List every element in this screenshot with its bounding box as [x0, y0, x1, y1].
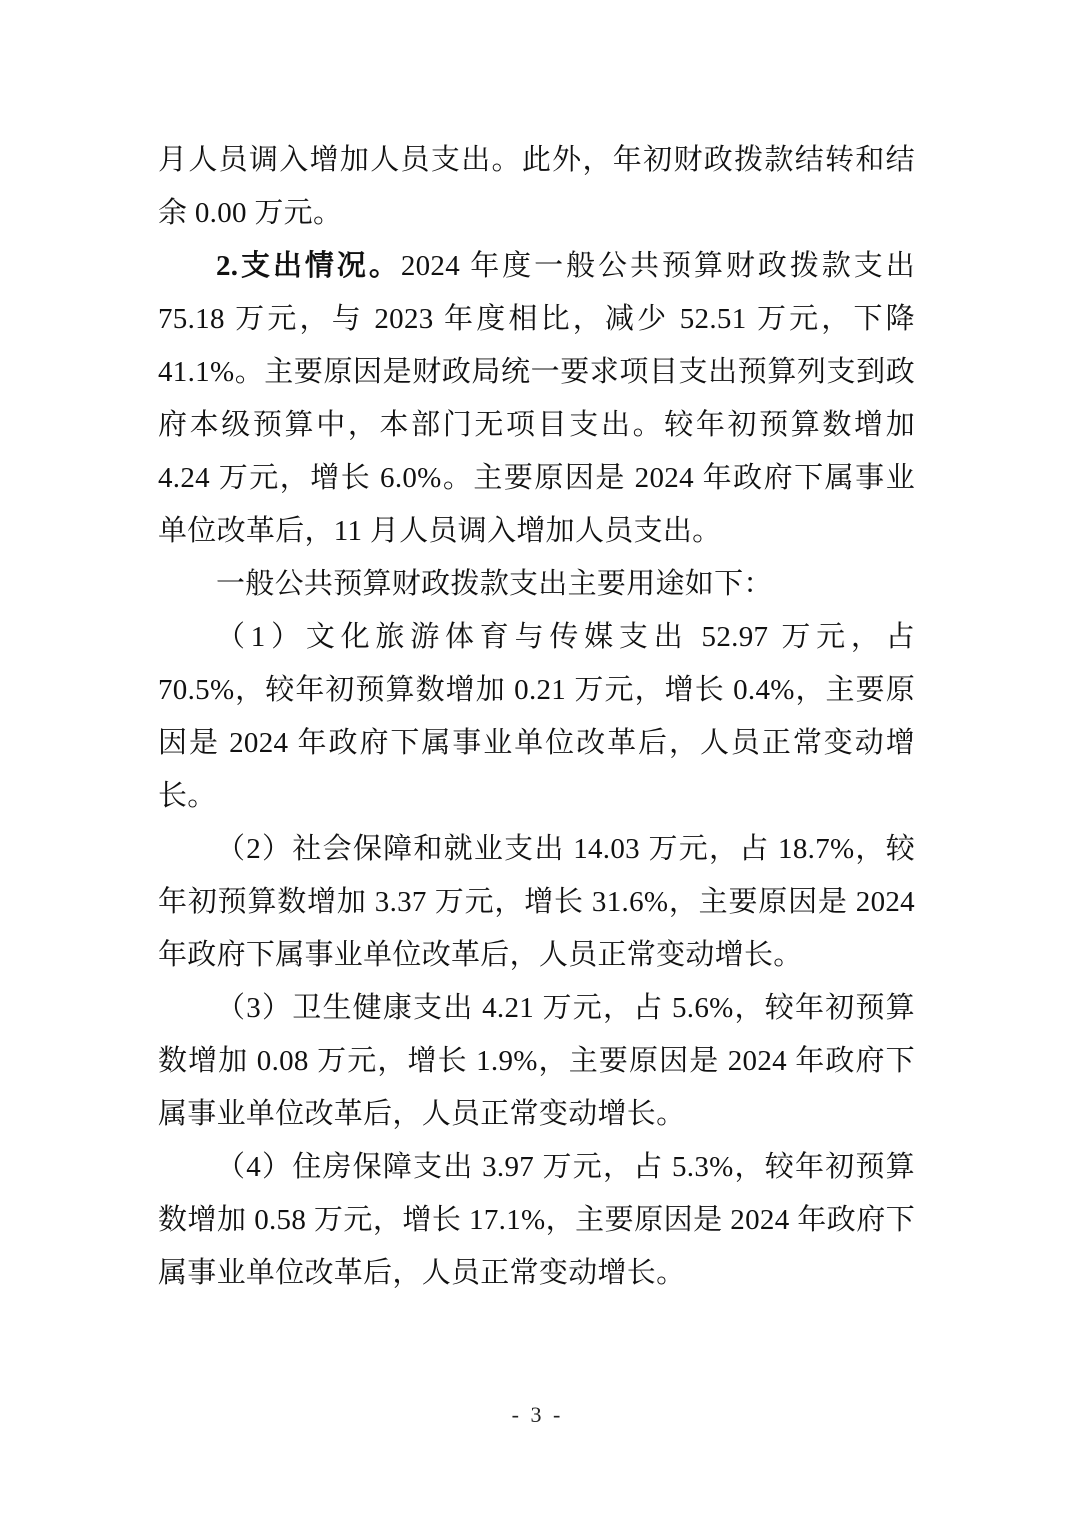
paragraph-text: 2024 年度一般公共预算财政拨款支出 75.18 万元，与 2023 年度相比，减少 52.51 万元，下降 41.1%。主要原因是财政局统一要求项目支出预算列支到政府本级预算中，本部门无项目支出。较年初预算数增加 4.24 万元，增长 6.0%。主要原因是 2024 年政府下属事业单位改革后，11 月人员调入增加人员支出。: [158, 250, 915, 547]
paragraph-item-4-housing: [158, 1141, 915, 1300]
paragraph-expenditure-overview: [158, 240, 915, 558]
paragraph-text: （3）卫生健康支出 4.21 万元，占 5.6%，较年初预算数增加 0.08 万元，增长 1.9%，主要原因是 2024 年政府下属事业单位改革后，人员正常变动增长。: [158, 992, 915, 1130]
page-number: - 3 -: [511, 1402, 564, 1427]
paragraph-bold-heading: 2.支出情况。: [216, 250, 401, 282]
paragraph-item-2-social-security: [158, 823, 915, 982]
paragraph-usage-intro: [158, 558, 915, 611]
paragraph-text: （1）文化旅游体育与传媒支出 52.97 万元，占 70.5%，较年初预算数增加 0.21 万元，增长 0.4%，主要原因是 2024 年政府下属事业单位改革后，人员正常变动增长。: [158, 621, 915, 812]
document-body: [158, 134, 915, 1300]
paragraph-text: 一般公共预算财政拨款支出主要用途如下：: [216, 568, 773, 600]
paragraph-item-3-health: [158, 982, 915, 1141]
paragraph-carryover: [158, 134, 915, 240]
paragraph-text: （2）社会保障和就业支出 14.03 万元，占 18.7%，较年初预算数增加 3.37 万元，增长 31.6%，主要原因是 2024 年政府下属事业单位改革后，人员正常变动增长。: [158, 833, 915, 971]
paragraph-text: （4）住房保障支出 3.97 万元，占 5.3%，较年初预算数增加 0.58 万元，增长 17.1%，主要原因是 2024 年政府下属事业单位改革后，人员正常变动增长。: [158, 1151, 915, 1289]
paragraph-text: 月人员调入增加人员支出。此外，年初财政拨款结转和结余 0.00 万元。: [158, 144, 915, 229]
paragraph-item-1-culture-tourism: [158, 611, 915, 823]
